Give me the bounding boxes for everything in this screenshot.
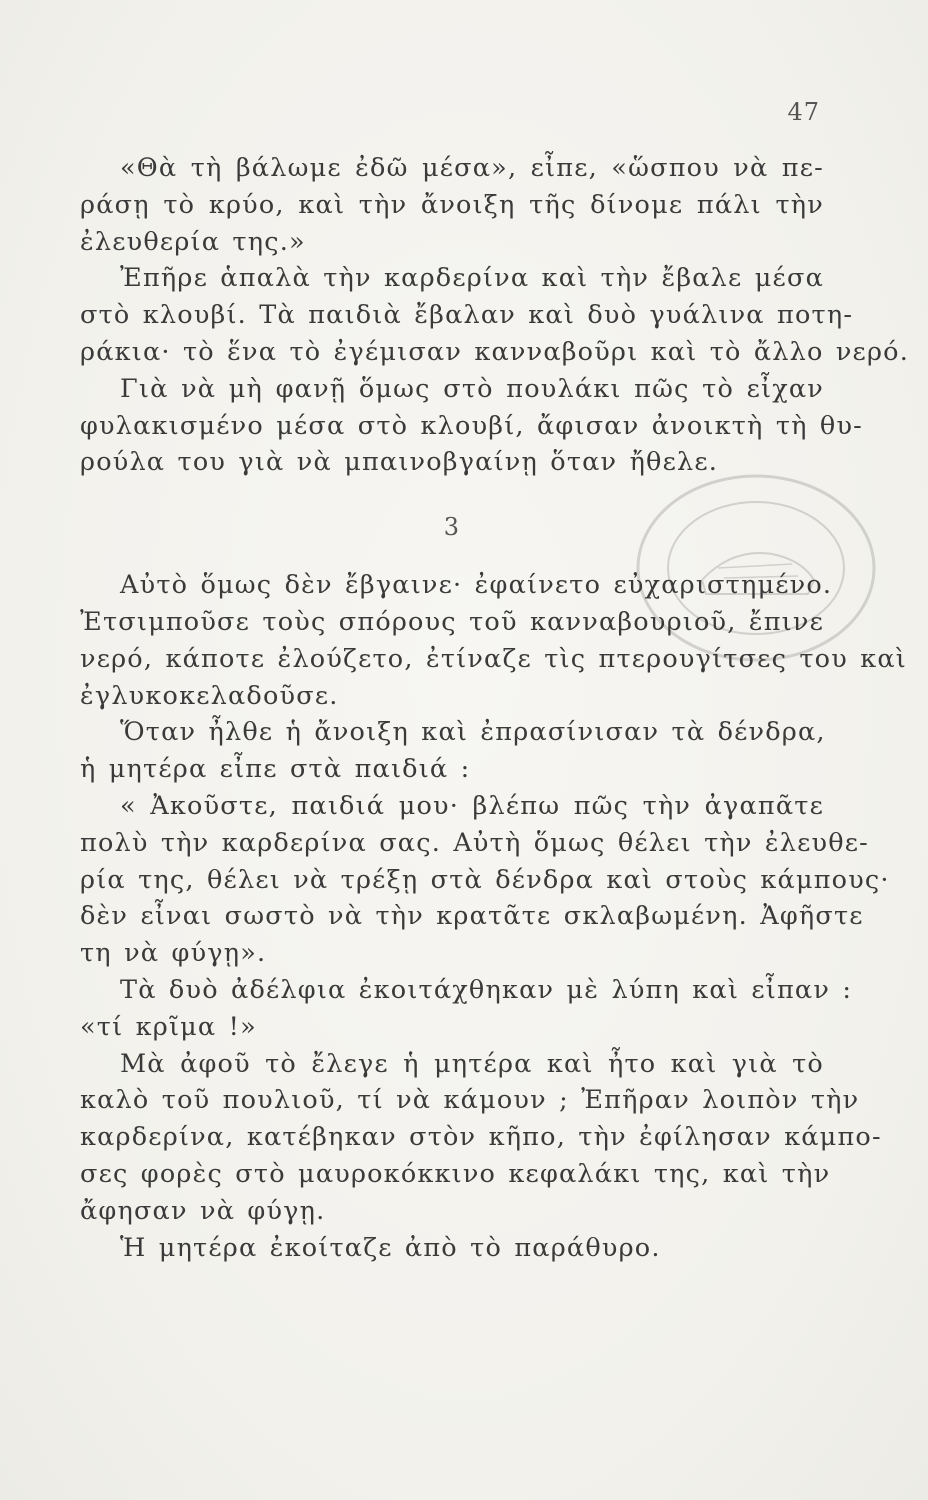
text-line: ἄφησαν νὰ φύγῃ.: [80, 1195, 326, 1226]
page-text: [80, 150, 910, 1266]
text-line: στὸ κλουβί. Τὰ παιδιὰ ἔβαλαν καὶ δυὸ γυάλινα ποτη-: [80, 300, 854, 331]
section-number: 3: [443, 513, 461, 542]
text-line: « Ἀκοῦστε, παιδιά μου· βλέπω πῶς τὴν ἀγαπᾶτε: [120, 790, 824, 821]
paragraphs-after-section: [80, 567, 907, 1266]
text-line: «τί κρῖμα !»: [80, 1011, 257, 1042]
text-line: πολὺ τὴν καρδερίνα σας. Αὐτὴ ὅμως θέλει τὴν ἐλευθε-: [80, 827, 870, 858]
text-line: τη νὰ φύγῃ».: [80, 938, 267, 969]
paragraphs-before-section: [80, 150, 910, 481]
text-line: Ὅταν ἦλθε ἡ ἄνοιξη καὶ ἐπρασίνισαν τὰ δένδρα,: [120, 717, 826, 748]
text-line: νερό, κάποτε ἐλούζετο, ἐτίναζε τὶς πτερουγίτσες του καὶ: [80, 643, 907, 674]
text-line: Τὰ δυὸ ἀδέλφια ἐκοιτάχθηκαν μὲ λύπη καὶ εἶπαν :: [120, 974, 853, 1005]
text-line: «Θὰ τὴ βάλωμε ἐδῶ μέσα», εἶπε, «ὥσπου νὰ πε-: [120, 153, 824, 183]
text-line: Μὰ ἀφοῦ τὸ ἔλεγε ἡ μητέρα καὶ ἦτο καὶ γιὰ τὸ: [120, 1048, 824, 1079]
text-line: Γιὰ νὰ μὴ φανῇ ὅμως στὸ πουλάκι πῶς τὸ εἶχαν: [120, 373, 824, 404]
page-number: 47: [787, 98, 820, 126]
text-line: ράκια· τὸ ἕνα τὸ ἐγέμισαν κανναβοῦρι καὶ τὸ ἄλλο νερό.: [80, 336, 910, 367]
text-line: Αὐτὸ ὅμως δὲν ἔβγαινε· ἐφαίνετο εὐχαριστημένο.: [120, 570, 833, 601]
text-line: Ἡ μητέρα ἐκοίταζε ἀπὸ τὸ παράθυρο.: [120, 1232, 661, 1263]
text-line: ἐγλυκοκελαδοῦσε.: [80, 680, 339, 711]
text-line: ρούλα του γιὰ νὰ μπαινοβγαίνῃ ὅταν ἤθελε.: [80, 447, 719, 478]
text-line: Ἐτσιμποῦσε τοὺς σπόρους τοῦ κανναβουριοῦ, ἔπινε: [80, 606, 824, 637]
text-line: δὲν εἶναι σωστὸ νὰ τὴν κρατᾶτε σκλαβωμένη. Ἀφῆστε: [80, 901, 864, 932]
text-line: ρία της, θέλει νὰ τρέξῃ στὰ δένδρα καὶ στοὺς κάμπους·: [80, 864, 890, 895]
text-line: ράσῃ τὸ κρύο, καὶ τὴν ἄνοιξη τῆς δίνομε πάλι τὴν: [80, 189, 824, 220]
text-line: φυλακισμένο μέσα στὸ κλουβί, ἄφισαν ἀνοικτὴ τὴ θυ-: [80, 410, 863, 441]
text-line: καρδερίνα, κατέβηκαν στὸν κῆπο, τὴν ἐφίλησαν κάμπο-: [80, 1122, 882, 1153]
text-line: ἐλευθερία της.»: [80, 226, 306, 257]
text-line: σες φορὲς στὸ μαυροκόκκινο κεφαλάκι της, καὶ τὴν: [80, 1158, 831, 1189]
text-line: καλὸ τοῦ πουλιοῦ, τί νὰ κάμουν ; Ἐπῆραν λοιπὸν τὴν: [80, 1085, 860, 1116]
text-line: ἡ μητέρα εἶπε στὰ παιδιά :: [80, 754, 471, 785]
text-line: Ἐπῆρε ἁπαλὰ τὴν καρδερίνα καὶ τὴν ἔβαλε μέσα: [120, 263, 824, 294]
